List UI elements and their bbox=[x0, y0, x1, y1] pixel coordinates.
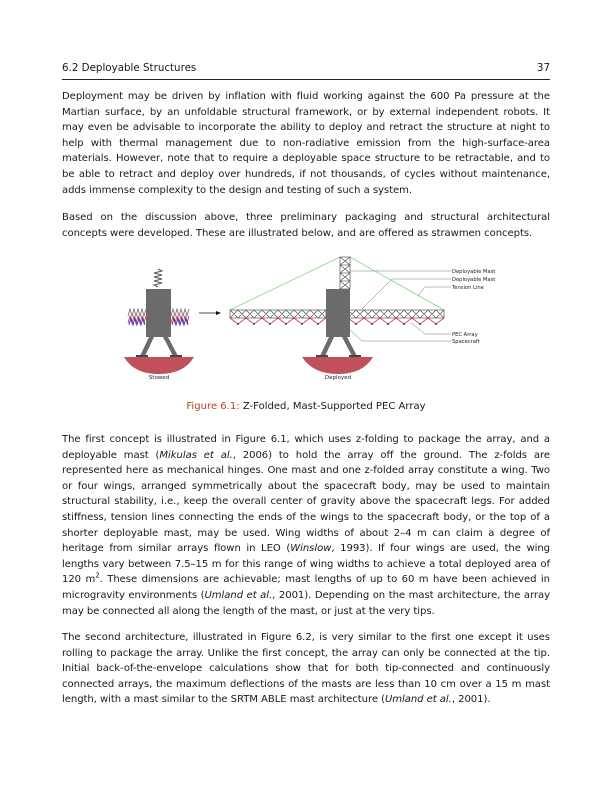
paragraph-second-architecture: The second architecture, illustrated in Figure 6.2, is very similar to the first one except it uses rolling to package the array. Unlike the first concept, the array can only be connected at the tip. Initial back-of-the-envelope calculations show that for both tip-connected and continuously connected arrays, the maximum deflections of the masts are less than 10 cm over a 15 m mast length, with a mast similar to the SRTM ABLE mast architecture (Umland et al., 2001). bbox=[62, 632, 550, 706]
figure-caption bbox=[0, 401, 612, 412]
figure-6-1 bbox=[0, 245, 612, 385]
transition-arrow bbox=[199, 311, 221, 315]
callout-spacecraft: Spacecraft bbox=[452, 339, 480, 345]
citation-winslow[interactable]: Winslow bbox=[290, 543, 332, 555]
callout-deployable-mast-1: Deployable Mast bbox=[452, 269, 496, 275]
deployed-label: Deployed bbox=[324, 375, 352, 381]
citation-mikulas[interactable]: Mikulas et al. bbox=[159, 449, 233, 461]
right-horizontal-mast bbox=[348, 310, 444, 318]
callout-leaders bbox=[350, 271, 451, 341]
figure-caption-text: Z-Folded, Mast-Supported PEC Array bbox=[242, 401, 426, 412]
stowed-spacecraft bbox=[124, 269, 194, 374]
callout-deployable-mast-2: Deployable Mast bbox=[452, 277, 496, 283]
paragraph-concepts-intro: Based on the discussion above, three preliminary packaging and structural architectural concepts were developed. These are illustrated below, and are offered as strawmen concepts. bbox=[62, 212, 550, 239]
deployed-spacecraft bbox=[230, 257, 444, 374]
section-title: 6.2 Deployable Structures bbox=[62, 62, 197, 74]
left-horizontal-mast bbox=[230, 310, 326, 318]
stowed-label: Stowed bbox=[148, 375, 170, 381]
paragraph-first-concept: The first concept is illustrated in Figure 6.1, which uses z-folding to package the array, and a deployable mast (Mikulas et al., 2006) to hold the array off the ground. The z-folds are represented here as mechanical hinges. One mast and one z-folded array constitute a wing. Two or four wings, arranged symmetrically about the spacecraft body, may be used to maintain structural stability, i.e., keep the overall center of gravity above the spacecraft legs. For added stiffness, tension lines connecting the ends of the wings to the spacecraft body, or the top of a shorter deployable mast, may be used. Wing widths of about 2–4 m can claim a degree of heritage from similar arrays flown in LEO (Winslow, 1993). If four wings are used, the wing lengths vary between 7.5–15 m for this range of wing widths to achieve a total deployed area of 120 $m^2$. These dimensions are achievable; mast lengths of up to 60 m have been achieved in microgravity environments (Umland et al., 2001). Depending on the mast architecture, the array may be connected all along the length of the mast, or just at the very tips. bbox=[62, 434, 550, 617]
callout-tension-line: Tension Line bbox=[452, 285, 484, 291]
citation-umland-2[interactable]: Umland et al. bbox=[384, 694, 452, 706]
callout-pec-array: PEC Array bbox=[452, 332, 478, 338]
page-number: 37 bbox=[536, 62, 550, 74]
z-folded-array-diagram bbox=[0, 245, 612, 385]
paragraph-deployment: Deployment may be driven by inflation with fluid working against the 600 Pa pressure at the Martian surface, by an unfoldable structural framework, or by external independent robots. It may even be advisable to incorporate the ability to deploy and retract the structure at night to help with thermal management due to non-radiative emission from the high-surface-area materials. However, note that to require a deployable space structure to be retractable, and to be able to retract and deploy over hundreds, if not thousands, of cycles without maintenance, adds immense complexity to the design and testing of such a system. bbox=[62, 91, 550, 196]
figure-label: Figure 6.1: bbox=[186, 401, 240, 412]
running-header bbox=[62, 62, 550, 80]
citation-umland[interactable]: Umland et al. bbox=[204, 589, 273, 601]
